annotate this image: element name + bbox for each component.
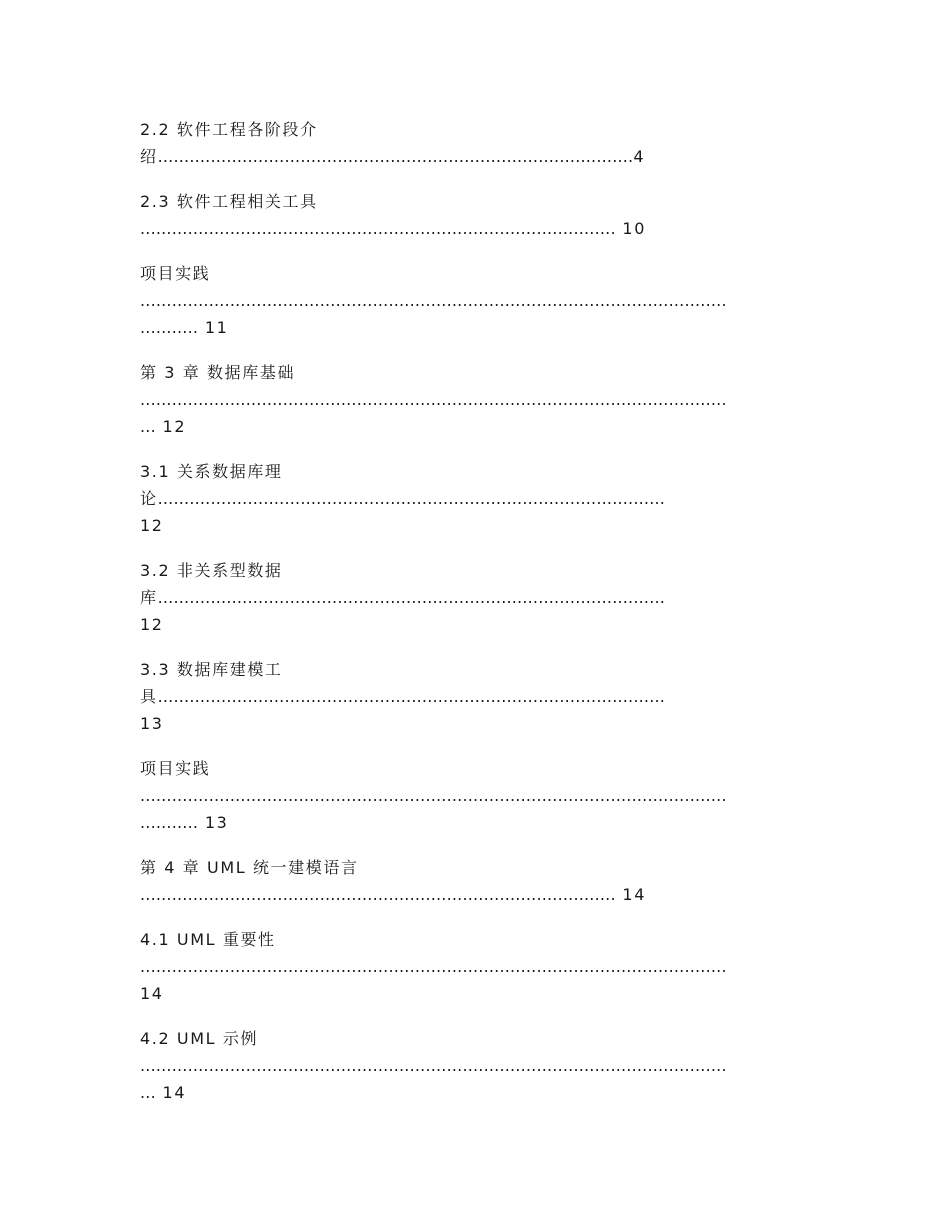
toc-entry-line — [140, 413, 812, 440]
toc-heading-text: 项目实践 — [140, 264, 211, 283]
toc-dot-leader: ............................................................................................................... — [140, 1056, 727, 1075]
toc-entry-line — [140, 485, 812, 512]
toc-page-number: 10 — [615, 219, 646, 238]
toc-page-number: 4 — [633, 147, 646, 166]
toc-dot-leader: ............................................................................................................... — [140, 390, 727, 409]
toc-entry-line — [140, 854, 812, 881]
toc-heading-text: 库 — [140, 588, 158, 607]
toc-entry[interactable] — [140, 260, 812, 341]
toc-entry-line — [140, 260, 812, 287]
toc-entry-line — [140, 980, 812, 1007]
toc-heading-text: 具 — [140, 687, 158, 706]
toc-entry-line — [140, 143, 812, 170]
toc-entry-line — [140, 611, 812, 638]
toc-page-number: 14 — [140, 984, 164, 1003]
table-of-contents — [140, 116, 812, 1124]
toc-entry-line — [140, 314, 812, 341]
toc-entry-line — [140, 926, 812, 953]
toc-entry-line — [140, 809, 812, 836]
toc-heading-text: 第 4 章 UML 统一建模语言 — [140, 858, 359, 877]
toc-entry-line — [140, 116, 812, 143]
toc-heading-text: 第 3 章 数据库基础 — [140, 363, 296, 382]
toc-dot-leader: ............................................................................................................... — [140, 957, 727, 976]
toc-entry[interactable] — [140, 926, 812, 1007]
toc-page-number: 14 — [155, 1083, 187, 1102]
toc-page-number: 13 — [198, 813, 229, 832]
toc-entry-line — [140, 881, 812, 908]
toc-entry-line — [140, 458, 812, 485]
toc-dot-leader: ................................................................................................ — [157, 489, 666, 508]
toc-entry-line — [140, 710, 812, 737]
toc-page-number: 12 — [155, 417, 187, 436]
toc-heading-text: 3.3 数据库建模工 — [140, 660, 283, 679]
toc-page-number: 12 — [140, 516, 164, 535]
toc-entry[interactable] — [140, 854, 812, 908]
toc-entry-line — [140, 782, 812, 809]
toc-entry-line — [140, 557, 812, 584]
toc-dot-leader: .......................................................................................... — [140, 885, 616, 904]
toc-heading-text: 4.1 UML 重要性 — [140, 930, 276, 949]
toc-page-number: 14 — [615, 885, 646, 904]
toc-entry-line — [140, 287, 812, 314]
toc-entry-line — [140, 188, 812, 215]
toc-entry-line — [140, 512, 812, 539]
toc-page-number: 13 — [140, 714, 164, 733]
toc-entry[interactable] — [140, 116, 812, 170]
toc-heading-text: 绍 — [140, 147, 158, 166]
toc-dot-leader: .......................................................................................... — [157, 147, 634, 166]
toc-entry-line — [140, 1052, 812, 1079]
toc-entry-line — [140, 584, 812, 611]
toc-entry-line — [140, 1025, 812, 1052]
toc-entry[interactable] — [140, 755, 812, 836]
toc-entry[interactable] — [140, 557, 812, 638]
toc-dot-leader: ... — [140, 1083, 156, 1102]
toc-dot-leader: ............................................................................................................... — [140, 291, 727, 310]
toc-entry-line — [140, 215, 812, 242]
toc-dot-leader: ................................................................................................ — [157, 588, 666, 607]
toc-entry-line — [140, 755, 812, 782]
toc-entry[interactable] — [140, 359, 812, 440]
toc-dot-leader: ... — [140, 417, 156, 436]
toc-entry-line — [140, 656, 812, 683]
toc-entry[interactable] — [140, 188, 812, 242]
toc-entry-line — [140, 953, 812, 980]
toc-dot-leader: ............................................................................................................... — [140, 786, 727, 805]
toc-page-number: 11 — [198, 318, 229, 337]
toc-heading-text: 项目实践 — [140, 759, 211, 778]
toc-dot-leader: .......................................................................................... — [140, 219, 616, 238]
toc-heading-text: 2.3 软件工程相关工具 — [140, 192, 318, 211]
toc-entry[interactable] — [140, 656, 812, 737]
toc-entry-line — [140, 1079, 812, 1106]
toc-dot-leader: ........... — [140, 318, 199, 337]
toc-dot-leader: ........... — [140, 813, 199, 832]
toc-heading-text: 3.1 关系数据库理 — [140, 462, 283, 481]
toc-entry[interactable] — [140, 458, 812, 539]
toc-entry[interactable] — [140, 1025, 812, 1106]
toc-entry-line — [140, 359, 812, 386]
toc-heading-text: 论 — [140, 489, 158, 508]
toc-heading-text: 3.2 非关系型数据 — [140, 561, 283, 580]
toc-dot-leader: ................................................................................................ — [157, 687, 666, 706]
toc-heading-text: 2.2 软件工程各阶段介 — [140, 120, 318, 139]
toc-entry-line — [140, 386, 812, 413]
toc-entry-line — [140, 683, 812, 710]
toc-heading-text: 4.2 UML 示例 — [140, 1029, 259, 1048]
toc-page-number: 12 — [140, 615, 164, 634]
